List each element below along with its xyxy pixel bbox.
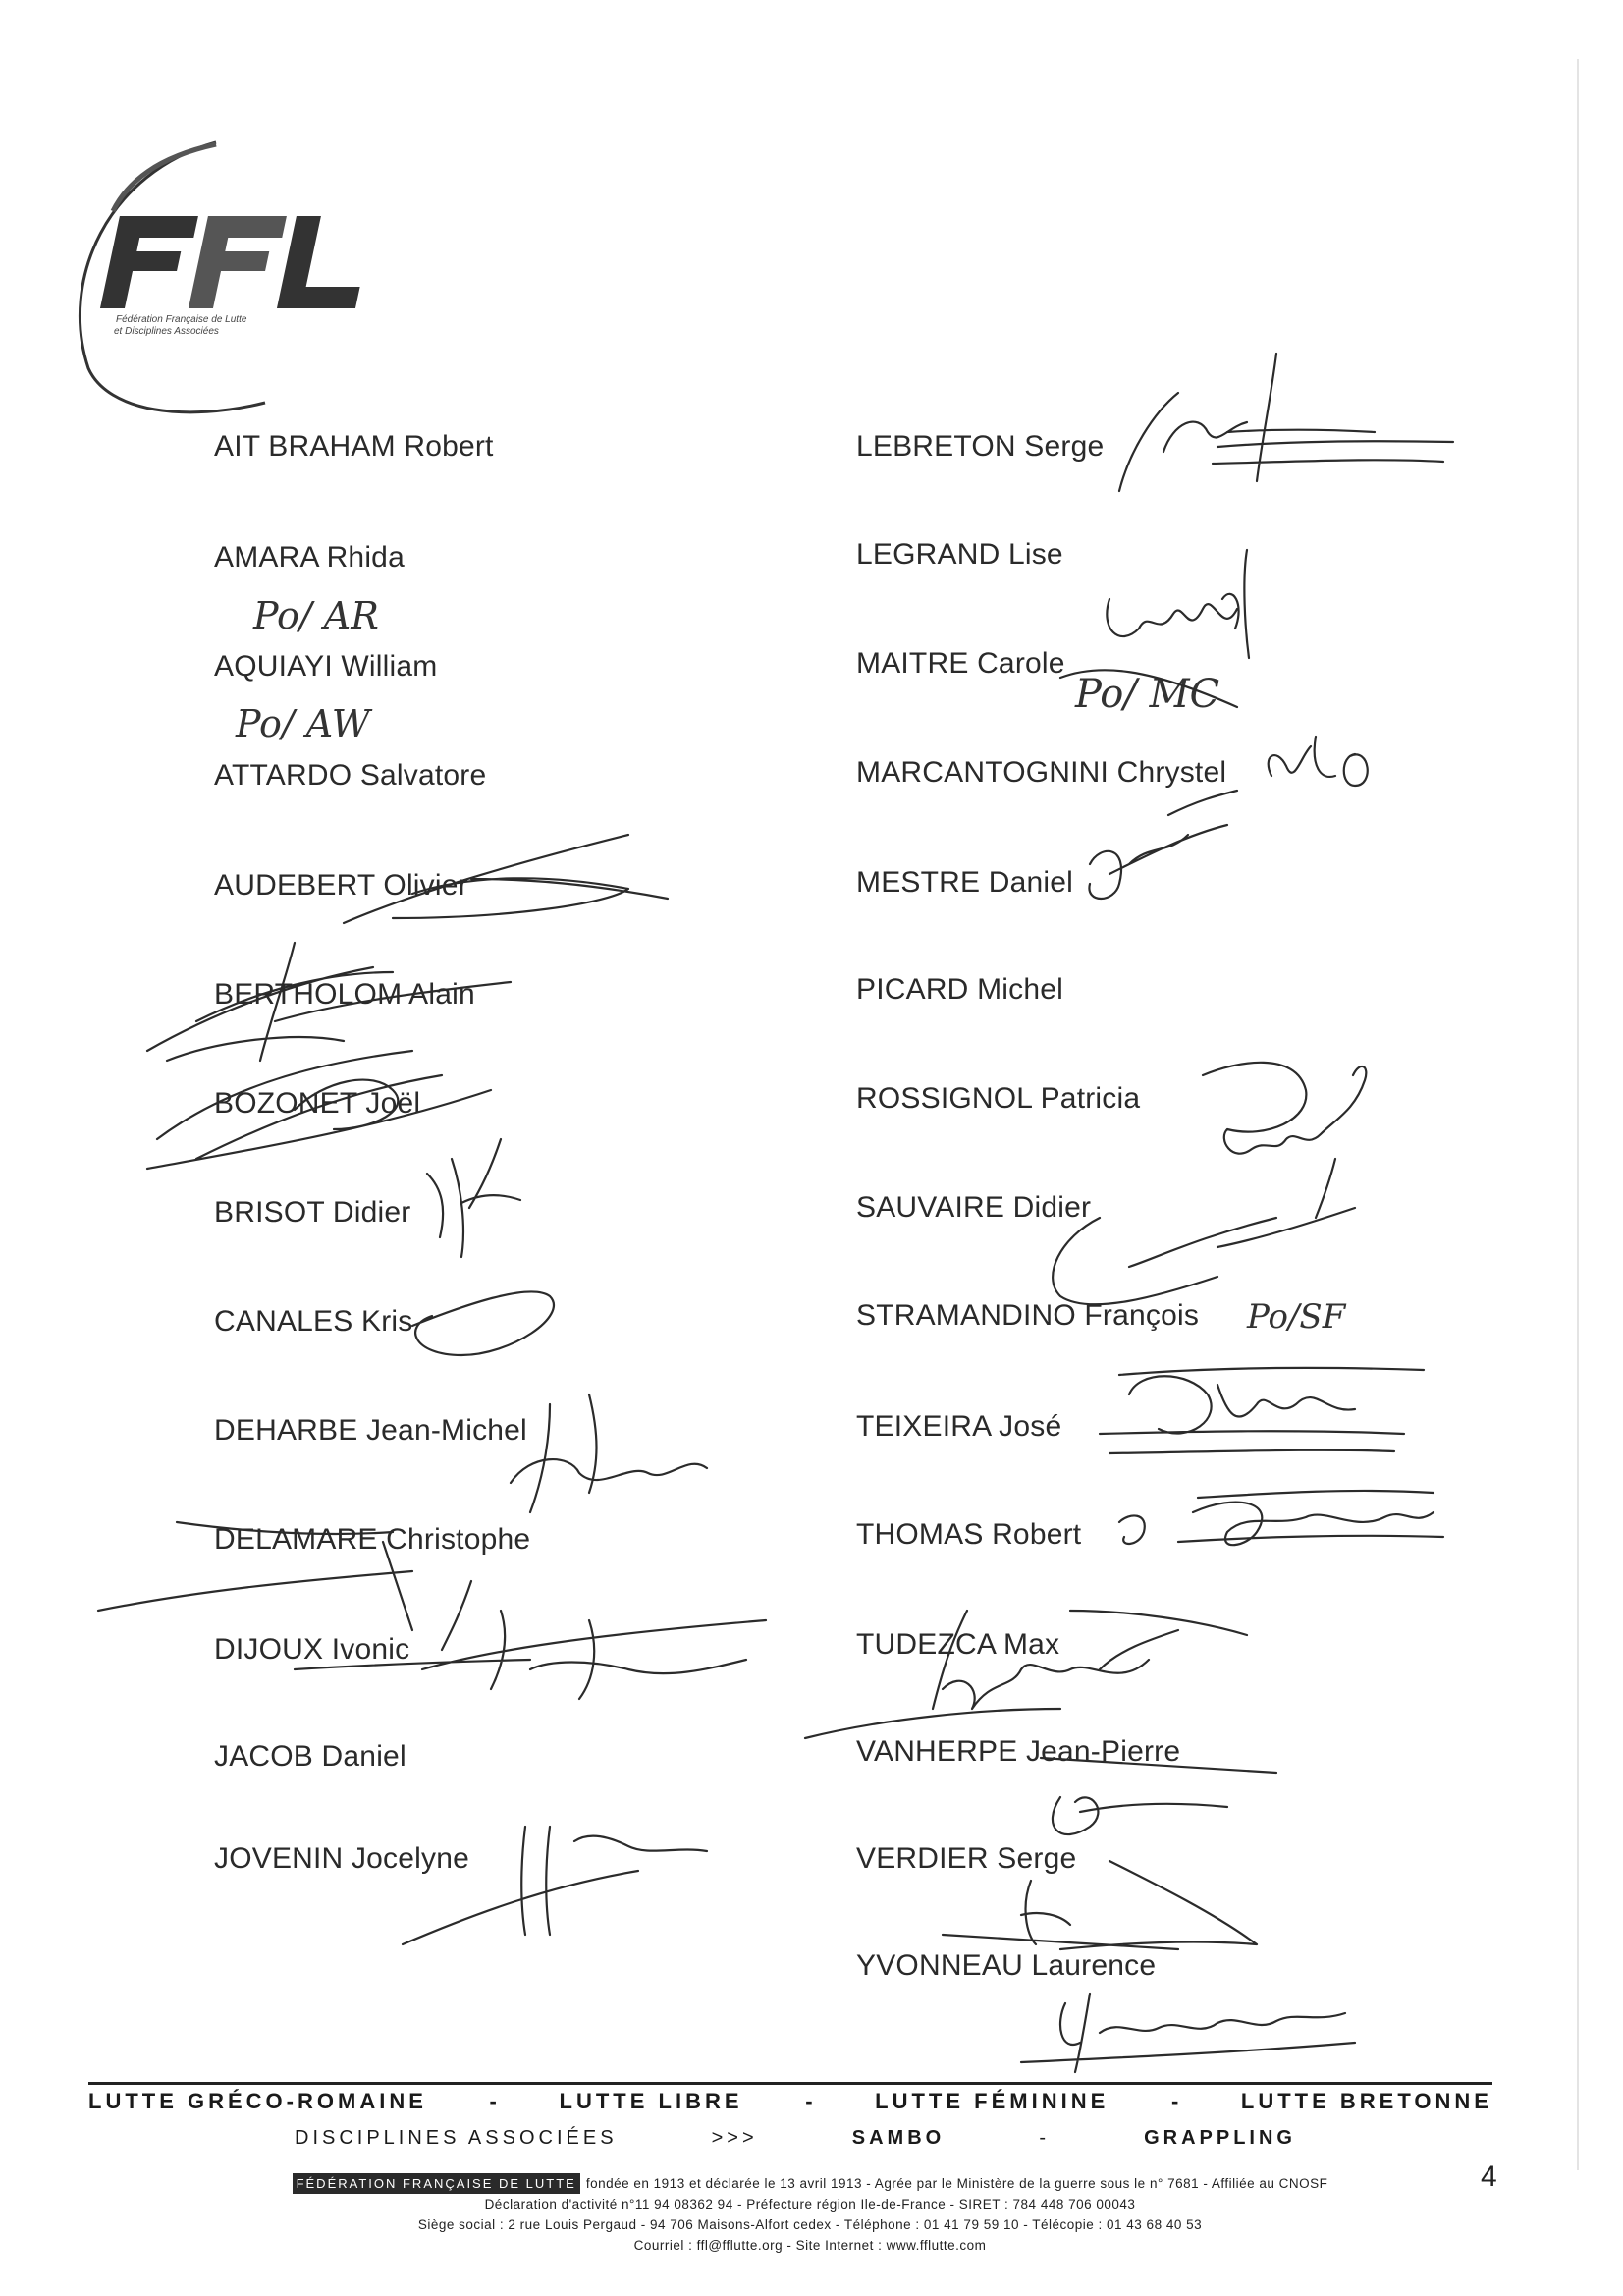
left-name: AMARA Rhida [214,541,405,574]
associated-label: DISCIPLINES ASSOCIÉES [295,2127,618,2149]
associated-label: SAMBO [851,2127,946,2149]
discipline-label: LUTTE GRÉCO-ROMAINE [88,2089,427,2113]
aquiayi-proxy-mark: Po/ AW [236,702,370,745]
maitre-proxy-mark: Po/ MC [1075,672,1220,717]
left-name: CANALES Kris [214,1305,413,1338]
legal-block [147,2173,1473,2256]
legal-line-2: Déclaration d'activité n°11 94 08362 94 - Préfecture région Ile-de-France - SIRET : 784 448 706 00043 [484,2197,1136,2212]
ffl-logo [69,133,403,417]
separator: - [1039,2127,1050,2149]
right-name: SAUVAIRE Didier [856,1191,1092,1224]
right-name: MESTRE Daniel [856,866,1073,899]
discipline-label: LUTTE FÉMININE [875,2089,1109,2113]
signature-maitre-underline [1060,670,1237,707]
signature-brisot [427,1139,520,1257]
right-name: VANHERPE Jean-Pierre [856,1735,1181,1768]
right-name: STRAMANDINO François [856,1299,1200,1332]
right-name: ROSSIGNOL Patricia [856,1082,1141,1115]
associated-disciplines-line [295,2127,1296,2150]
discipline-label: LUTTE BRETONNE [1240,2089,1492,2113]
left-name: BERTHOLOM Alain [214,978,475,1011]
right-name: THOMAS Robert [856,1518,1082,1551]
logo-caption-2: et Disciplines Associées [114,326,219,337]
discipline-label: LUTTE LIBRE [559,2089,743,2113]
right-name: TUDEZCA Max [856,1628,1060,1661]
right-name: MAITRE Carole [856,647,1065,680]
left-name: ATTARDO Salvatore [214,759,487,792]
signature-canales [412,1291,554,1355]
right-name: PICARD Michel [856,973,1063,1006]
signature-yvonneau [1021,1994,1355,2072]
right-name: MARCANTOGNINI Chrystel [856,756,1227,789]
left-name: JACOB Daniel [214,1740,406,1773]
separator: - [489,2089,497,2113]
signature-teixeira [1100,1368,1424,1453]
right-name: VERDIER Serge [856,1842,1077,1875]
arrow-marker: >>> [711,2127,758,2149]
left-name: DELAMARE Christophe [214,1523,531,1556]
stramandino-proxy-mark: Po/SF [1247,1297,1346,1337]
left-name: BOZONET Joël [214,1087,421,1120]
right-name: LEGRAND Lise [856,538,1063,571]
left-name: AIT BRAHAM Robert [214,430,494,463]
legal-text: fondée en 1913 et déclarée le 13 avril 1913 - Agrée par le Ministère de la guerre sous le n° 7681 - Affiliée au CNOSF [585,2176,1328,2191]
disciplines-line [88,2089,1492,2114]
left-name: AUDEBERT Olivier [214,869,468,902]
signature-vanherpe [1041,1758,1276,1834]
legal-line-1 [147,2173,1473,2194]
right-name: LEBRETON Serge [856,430,1105,463]
signature-rossignol [1203,1063,1366,1154]
associated-label: GRAPPLING [1144,2127,1296,2149]
footer-rule [88,2082,1492,2085]
amara-proxy-mark: Po/ AR [253,594,379,637]
left-name: DEHARBE Jean-Michel [214,1414,527,1447]
scan-edge-line [1577,59,1579,2170]
separator: - [805,2089,813,2113]
logo-caption-1: Fédération Française de Lutte [116,314,247,325]
signature-legrand [1107,550,1249,658]
left-name: AQUIAYI William [214,650,438,683]
separator: - [1170,2089,1179,2113]
left-name: BRISOT Didier [214,1196,411,1229]
federation-name-box: FÉDÉRATION FRANÇAISE DE LUTTE [293,2173,580,2194]
signature-thomas [1119,1491,1443,1545]
signature-sauvaire [1053,1159,1355,1304]
left-name: DIJOUX Ivonic [214,1633,410,1666]
right-name: YVONNEAU Laurence [856,1949,1157,1982]
signature-deharbe [511,1394,707,1512]
legal-line-4: Courriel : ffl@fflutte.org - Site Internet : www.fflutte.com [633,2238,987,2253]
signature-lebreton [1119,354,1453,491]
signature-mestre [1089,791,1237,899]
left-name: JOVENIN Jocelyne [214,1842,469,1875]
page-number: 4 [1481,2160,1497,2193]
right-name: TEIXEIRA José [856,1410,1062,1443]
legal-line-3: Siège social : 2 rue Louis Pergaud - 94 706 Maisons-Alfort cedex - Téléphone : 01 41 79 59 10 - Télécopie : 01 43 68 40 53 [417,2217,1203,2232]
signature-marcantognini [1269,737,1368,786]
